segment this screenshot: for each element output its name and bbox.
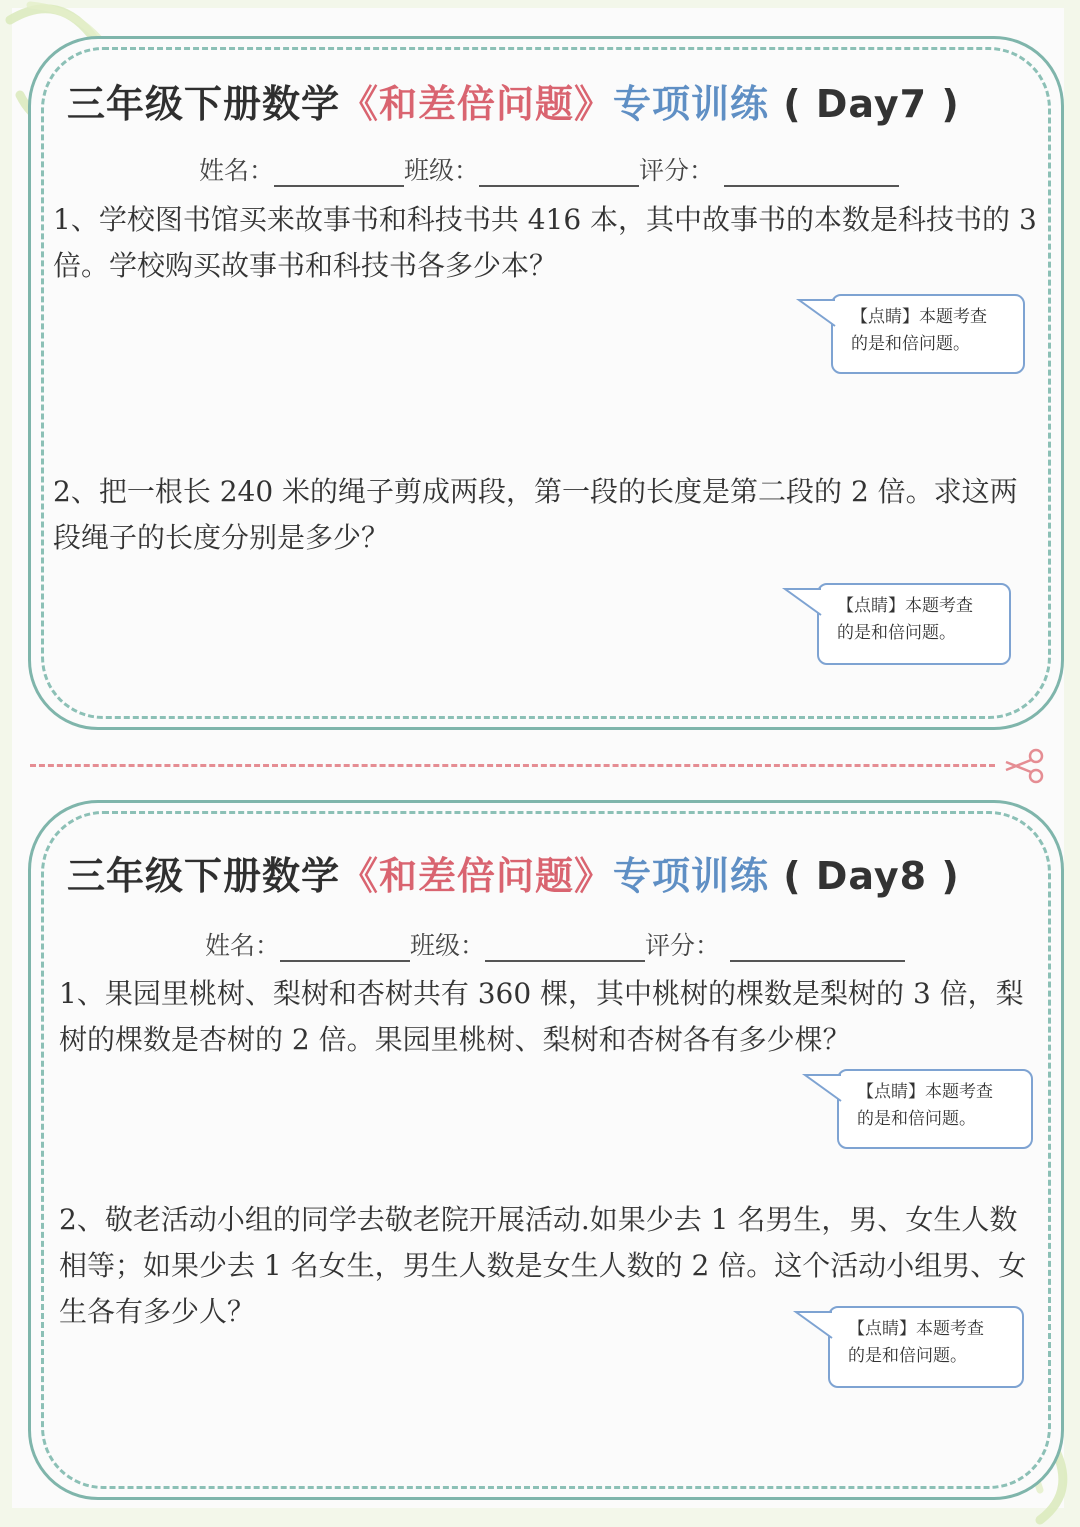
bubble-tail [795, 294, 835, 334]
hint-line-1: 【点睛】本题考查 [848, 1319, 984, 1339]
score-label: 评分： [645, 931, 721, 960]
hint-line-1: 【点睛】本题考查 [851, 307, 987, 327]
hint-bubble [817, 583, 1011, 665]
hint-line-2: 的是和倍问题。 [851, 334, 970, 354]
name-field[interactable] [274, 167, 404, 187]
hint-bubble [831, 294, 1025, 374]
question-2: 2、敬老活动小组的同学去敬老院开展活动.如果少去 1 名男生，男、女生人数相等；如果少去 1 名女生，男生人数是女生人数的 2 倍。这个活动小组男、女生各有多少人？ [59, 1203, 1027, 1328]
class-field[interactable] [479, 167, 639, 187]
name-label: 姓名： [205, 931, 281, 960]
hint-bubble [837, 1069, 1033, 1149]
hint-line-1: 【点睛】本题考查 [837, 596, 973, 616]
sheet-title [67, 73, 960, 128]
title-suffix: 专项训练 [613, 854, 770, 898]
worksheet-card-day8 [28, 800, 1064, 1500]
bubble-tail [792, 1306, 832, 1346]
bubble-tail [801, 1069, 841, 1109]
title-prefix: 三年级下册数学 [67, 82, 341, 126]
question-1: 1、果园里桃树、梨树和杏树共有 360 棵，其中桃树的棵数是梨树的 3 倍，梨树的棵数是杏树的 2 倍。果园里桃树、梨树和杏树各有多少棵？ [59, 977, 1024, 1056]
hint-line-2: 的是和倍问题。 [857, 1109, 976, 1129]
hint-line-2: 的是和倍问题。 [837, 623, 956, 643]
title-day: ( Day7 ) [783, 82, 960, 126]
class-label: 班级： [404, 156, 480, 185]
student-info-row [205, 926, 905, 962]
class-label: 班级： [410, 931, 486, 960]
hint-line-2: 的是和倍问题。 [848, 1346, 967, 1366]
score-field[interactable] [724, 167, 899, 187]
name-label: 姓名： [199, 156, 275, 185]
title-prefix: 三年级下册数学 [67, 854, 341, 898]
hint-bubble [828, 1306, 1024, 1388]
sheet-title [67, 845, 960, 900]
score-field[interactable] [730, 942, 905, 962]
question-2: 2、把一根长 240 米的绳子剪成两段，第一段的长度是第二段的 2 倍。求这两段绳子的长度分别是多少？ [53, 475, 1018, 554]
title-highlight: 《和差倍问题》 [340, 82, 614, 126]
score-label: 评分： [639, 156, 715, 185]
title-day: ( Day8 ) [783, 854, 960, 898]
name-field[interactable] [280, 942, 410, 962]
scissors-icon [1002, 748, 1048, 784]
cut-line [30, 764, 995, 767]
title-highlight: 《和差倍问题》 [340, 854, 614, 898]
question-1: 1、学校图书馆买来故事书和科技书共 416 本，其中故事书的本数是科技书的 3 倍。学校购买故事书和科技书各多少本？ [53, 203, 1037, 282]
hint-line-1: 【点睛】本题考查 [857, 1082, 993, 1102]
worksheet-card-day7 [28, 36, 1064, 730]
title-suffix: 专项训练 [613, 82, 770, 126]
student-info-row [199, 151, 899, 187]
class-field[interactable] [485, 942, 645, 962]
bubble-tail [781, 583, 821, 623]
